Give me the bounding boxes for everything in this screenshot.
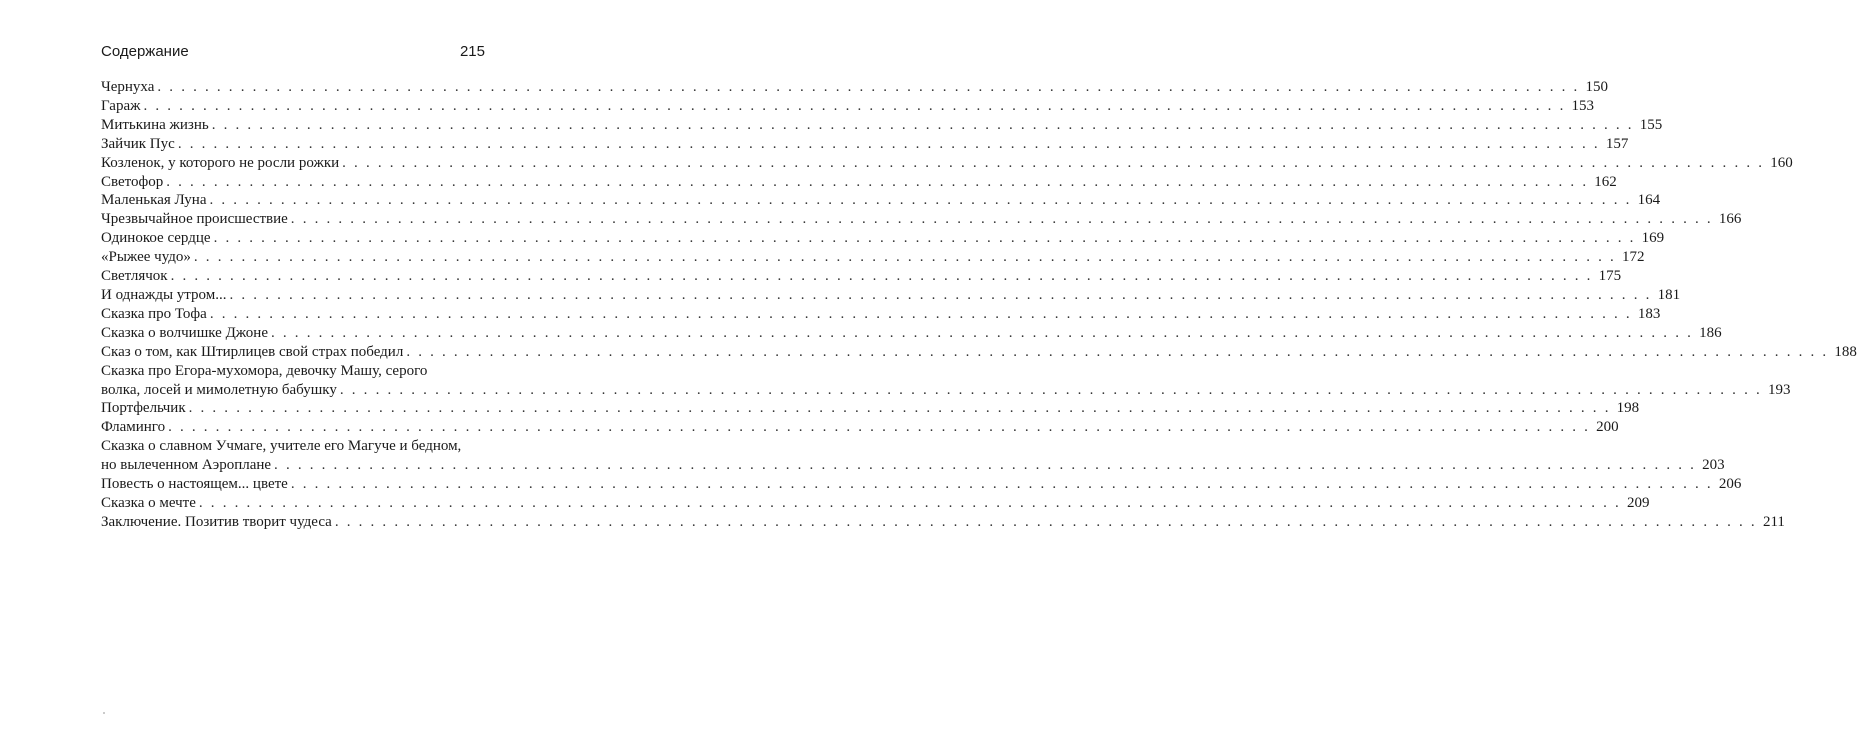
toc-entry-line bbox=[101, 116, 1663, 135]
dot-leader: . . . . . . . . . . . . . . . . . . . . . . . . . . . . . . . . . . . . . . . . . . . . . . . . . . . . . . . . . . . . . . . . . . . . . . . . . . . . . . . . . . . . . . . . . . . . . . . . . . . . . . . . . . . . . . . . . . . . . . . . bbox=[274, 457, 1697, 474]
toc-entry-page: 200 bbox=[1596, 419, 1619, 436]
dot-leader: . . . . . . . . . . . . . . . . . . . . . . . . . . . . . . . . . . . . . . . . . . . . . . . . . . . . . . . . . . . . . . . . . . . . . . . . . . . . . . . . . . . . . . . . . . . . . . . . . . . . . . . . . . . . . . . . . . . . . . . . bbox=[209, 192, 1632, 209]
toc-entry-title: Повесть о настоящем... цвете bbox=[101, 476, 288, 493]
toc-entry bbox=[101, 191, 1661, 210]
toc-entry-page: 169 bbox=[1641, 230, 1665, 247]
toc-entry-line bbox=[101, 381, 1791, 400]
toc-entry-title: Чрезвычайное происшествие bbox=[101, 211, 288, 228]
toc-entry-title: Светофор bbox=[101, 173, 164, 190]
toc-entry-page: 175 bbox=[1598, 268, 1622, 285]
dot-leader: . . . . . . . . . . . . . . . . . . . . . . . . . . . . . . . . . . . . . . . . . . . . . . . . . . . . . . . . . . . . . . . . . . . . . . . . . . . . . . . . . . . . . . . . . . . . . . . . . . . . . . . . . . . . . . . . . . . . . . . . bbox=[229, 286, 1652, 303]
toc-entry-line bbox=[101, 78, 1608, 97]
toc-entry-title-line: Сказка о славном Учмаге, учителе его Магуче и бедном, bbox=[101, 438, 462, 455]
dot-leader: . . . . . . . . . . . . . . . . . . . . . . . . . . . . . . . . . . . . . . . . . . . . . . . . . . . . . . . . . . . . . . . . . . . . . . . . . . . . . . . . . . . . . . . . . . . . . . . . . . . . . . . . . . . . . . . . . . . . . . . . bbox=[188, 400, 1611, 417]
toc-entry-title: Козленок, у которого не росли рожки bbox=[101, 154, 340, 171]
toc-entry-page: 150 bbox=[1585, 79, 1608, 95]
dot-leader: . . . . . . . . . . . . . . . . . . . . . . . . . . . . . . . . . . . . . . . . . . . . . . . . . . . . . . . . . . . . . . . . . . . . . . . . . . . . . . . . . . . . . . . . . . . . . . . . . . . . . . . . . . . . . . . . . . . . . . . . bbox=[143, 97, 1566, 114]
dot-leader: . . . . . . . . . . . . . . . . . . . . . . . . . . . . . . . . . . . . . . . . . . . . . . . . . . . . . . . . . . . . . . . . . . . . . . . . . . . . . . . . . . . . . . . . . . . . . . . . . . . . . . . . . . . . . . . . . . . . . . . . bbox=[209, 305, 1632, 322]
toc-entry bbox=[101, 229, 1665, 248]
toc-entry-page: 172 bbox=[1621, 249, 1645, 266]
toc-entry bbox=[101, 399, 1640, 418]
dot-leader: . . . . . . . . . . . . . . . . . . . . . . . . . . . . . . . . . . . . . . . . . . . . . . . . . . . . . . . . . . . . . . . . . . . . . . . . . . . . . . . . . . . . . . . . . . . . . . . . . . . . . . . . . . . . . . . . . . . . . . . . bbox=[170, 268, 1593, 285]
toc-entry-title: Сказка о волчишке Джоне bbox=[101, 324, 268, 341]
dot-leader: . . . . . . . . . . . . . . . . . . . . . . . . . . . . . . . . . . . . . . . . . . . . . . . . . . . . . . . . . . . . . . . . . . . . . . . . . . . . . . . . . . . . . . . . . . . . . . . . . . . . . . . . . . . . . . . . . . . . . . . . bbox=[334, 513, 1757, 530]
toc-entry-page: 206 bbox=[1718, 476, 1742, 493]
toc-entry-page: 193 bbox=[1767, 381, 1791, 398]
toc-entry-line bbox=[101, 343, 1857, 362]
dot-leader: . . . . . . . . . . . . . . . . . . . . . . . . . . . . . . . . . . . . . . . . . . . . . . . . . . . . . . . . . . . . . . . . . . . . . . . . . . . . . . . . . . . . . . . . . . . . . . . . . . . . . . . . . . . . . . . . . . . . . . . . bbox=[213, 230, 1636, 247]
dot-leader: . . . . . . . . . . . . . . . . . . . . . . . . . . . . . . . . . . . . . . . . . . . . . . . . . . . . . . . . . . . . . . . . . . . . . . . . . . . . . . . . . . . . . . . . . . . . . . . . . . . . . . . . . . . . . . . . . . . . . . . . bbox=[271, 324, 1694, 341]
toc-entry-line bbox=[101, 210, 1742, 229]
toc-entry-page: 160 bbox=[1770, 154, 1793, 171]
toc-entry bbox=[101, 267, 1622, 286]
page-title: Содержание bbox=[101, 43, 189, 60]
toc-entry-title: Чернуха bbox=[101, 79, 155, 95]
toc-entry-line bbox=[101, 494, 1650, 513]
toc-entry bbox=[101, 116, 1663, 135]
table-of-contents bbox=[101, 78, 1857, 532]
toc-entry bbox=[101, 305, 1661, 324]
toc-entry-title: «Рыжее чудо» bbox=[101, 249, 191, 266]
toc-entry-line bbox=[101, 267, 1622, 286]
toc-entry-page: 209 bbox=[1626, 494, 1650, 511]
toc-entry bbox=[101, 154, 1793, 173]
toc-entry bbox=[101, 494, 1650, 513]
toc-entry-line bbox=[101, 456, 1725, 475]
toc-entry-title: Заключение. Позитив творит чудеса bbox=[101, 513, 332, 530]
toc-entry-title: Маленькая Луна bbox=[101, 192, 207, 209]
toc-entry bbox=[101, 248, 1645, 267]
dot-leader: . . . . . . . . . . . . . . . . . . . . . . . . . . . . . . . . . . . . . . . . . . . . . . . . . . . . . . . . . . . . . . . . . . . . . . . . . . . . . . . . . . . . . . . . . . . . . . . . . . . . . . . . . . . . . . . . . . . . . . . . bbox=[339, 381, 1762, 398]
toc-entry bbox=[101, 343, 1857, 362]
toc-entry-line bbox=[101, 418, 1619, 437]
toc-entry-line bbox=[101, 191, 1661, 210]
dot-leader: . . . . . . . . . . . . . . . . . . . . . . . . . . . . . . . . . . . . . . . . . . . . . . . . . . . . . . . . . . . . . . . . . . . . . . . . . . . . . . . . . . . . . . . . . . . . . . . . . . . . . . . . . . . . . . . . . . . . . . . . bbox=[198, 494, 1621, 511]
toc-entry-title: Гараж bbox=[101, 97, 141, 114]
toc-entry-line bbox=[101, 229, 1665, 248]
toc-entry bbox=[101, 97, 1595, 116]
dot-leader: . . . . . . . . . . . . . . . . . . . . . . . . . . . . . . . . . . . . . . . . . . . . . . . . . . . . . . . . . . . . . . . . . . . . . . . . . . . . . . . . . . . . . . . . . . . . . . . . . . . . . . . . . . . . . . . . . . . . . . . . bbox=[157, 79, 1580, 95]
dot-leader: . . . . . . . . . . . . . . . . . . . . . . . . . . . . . . . . . . . . . . . . . . . . . . . . . . . . . . . . . . . . . . . . . . . . . . . . . . . . . . . . . . . . . . . . . . . . . . . . . . . . . . . . . . . . . . . . . . . . . . . . bbox=[166, 173, 1589, 190]
toc-entry-page: 198 bbox=[1616, 400, 1640, 417]
toc-entry-title: но вылеченном Аэроплане bbox=[101, 457, 272, 474]
toc-entry bbox=[101, 135, 1629, 154]
toc-entry bbox=[101, 173, 1617, 192]
toc-entry-line bbox=[101, 135, 1629, 154]
dot-leader: . . . . . . . . . . . . . . . . . . . . . . . . . . . . . . . . . . . . . . . . . . . . . . . . . . . . . . . . . . . . . . . . . . . . . . . . . . . . . . . . . . . . . . . . . . . . . . . . . . . . . . . . . . . . . . . . . . . . . . . . bbox=[342, 154, 1765, 171]
toc-entry-title: Митькина жизнь bbox=[101, 116, 209, 133]
toc-entry-page: 188 bbox=[1834, 343, 1857, 360]
toc-entry-line bbox=[101, 513, 1785, 532]
toc-entry-line bbox=[101, 475, 1742, 494]
toc-entry-title: Зайчик Пус bbox=[101, 135, 175, 152]
dot-leader: . . . . . . . . . . . . . . . . . . . . . . . . . . . . . . . . . . . . . . . . . . . . . . . . . . . . . . . . . . . . . . . . . . . . . . . . . . . . . . . . . . . . . . . . . . . . . . . . . . . . . . . . . . . . . . . . . . . . . . . . bbox=[177, 135, 1600, 152]
scan-speck bbox=[103, 712, 105, 714]
toc-entry bbox=[101, 362, 1791, 400]
toc-entry-page: 164 bbox=[1637, 192, 1661, 209]
toc-entry-line bbox=[101, 324, 1722, 343]
toc-entry-line bbox=[101, 173, 1617, 192]
toc-entry bbox=[101, 286, 1681, 305]
toc-entry-page: 203 bbox=[1702, 457, 1725, 474]
toc-entry-title: Сказ о том, как Штирлицев свой страх победил bbox=[101, 343, 404, 360]
toc-entry-title: Фламинго bbox=[101, 419, 166, 436]
toc-entry-line bbox=[101, 97, 1595, 116]
dot-leader: . . . . . . . . . . . . . . . . . . . . . . . . . . . . . . . . . . . . . . . . . . . . . . . . . . . . . . . . . . . . . . . . . . . . . . . . . . . . . . . . . . . . . . . . . . . . . . . . . . . . . . . . . . . . . . . . . . . . . . . . bbox=[290, 476, 1713, 493]
toc-entry-page: 153 bbox=[1571, 97, 1595, 114]
dot-leader: . . . . . . . . . . . . . . . . . . . . . . . . . . . . . . . . . . . . . . . . . . . . . . . . . . . . . . . . . . . . . . . . . . . . . . . . . . . . . . . . . . . . . . . . . . . . . . . . . . . . . . . . . . . . . . . . . . . . . . . . bbox=[211, 116, 1634, 133]
toc-entry-title-line: Сказка про Егора-мухомора, девочку Машу, серого bbox=[101, 362, 428, 379]
toc-entry-title: Светлячок bbox=[101, 268, 168, 285]
toc-entry bbox=[101, 475, 1742, 494]
toc-entry bbox=[101, 513, 1785, 532]
toc-entry-title: Сказка о мечте bbox=[101, 494, 196, 511]
toc-entry-line bbox=[101, 305, 1661, 324]
dot-leader: . . . . . . . . . . . . . . . . . . . . . . . . . . . . . . . . . . . . . . . . . . . . . . . . . . . . . . . . . . . . . . . . . . . . . . . . . . . . . . . . . . . . . . . . . . . . . . . . . . . . . . . . . . . . . . . . . . . . . . . . bbox=[193, 249, 1616, 266]
toc-entry bbox=[101, 437, 1725, 475]
toc-entry-page: 155 bbox=[1639, 116, 1663, 133]
dot-leader: . . . . . . . . . . . . . . . . . . . . . . . . . . . . . . . . . . . . . . . . . . . . . . . . . . . . . . . . . . . . . . . . . . . . . . . . . . . . . . . . . . . . . . . . . . . . . . . . . . . . . . . . . . . . . . . . . . . . . . . . bbox=[168, 419, 1591, 436]
toc-entry-page: 181 bbox=[1657, 286, 1681, 303]
toc-entry bbox=[101, 210, 1742, 229]
toc-entry-page: 186 bbox=[1699, 324, 1722, 341]
running-header bbox=[101, 43, 485, 60]
toc-entry-page: 166 bbox=[1718, 211, 1742, 228]
toc-entry-page: 162 bbox=[1594, 173, 1617, 190]
toc-entry bbox=[101, 324, 1722, 343]
toc-entry-title: Одинокое сердце bbox=[101, 230, 211, 247]
toc-entry bbox=[101, 418, 1619, 437]
toc-entry-page: 183 bbox=[1637, 305, 1661, 322]
toc-entry-line bbox=[101, 399, 1640, 418]
toc-entry-title: волка, лосей и мимолетную бабушку bbox=[101, 381, 337, 398]
toc-entry-page: 211 bbox=[1762, 513, 1785, 530]
toc-entry-line bbox=[101, 248, 1645, 267]
page-number: 215 bbox=[459, 43, 485, 60]
toc-entry-line bbox=[101, 154, 1793, 173]
toc-entry-title: Сказка про Тофа bbox=[101, 305, 207, 322]
toc-entry-title: И однажды утром... bbox=[101, 286, 227, 303]
toc-entry-title: Портфельчик bbox=[101, 400, 186, 417]
dot-leader: . . . . . . . . . . . . . . . . . . . . . . . . . . . . . . . . . . . . . . . . . . . . . . . . . . . . . . . . . . . . . . . . . . . . . . . . . . . . . . . . . . . . . . . . . . . . . . . . . . . . . . . . . . . . . . . . . . . . . . . . bbox=[406, 343, 1829, 360]
dot-leader: . . . . . . . . . . . . . . . . . . . . . . . . . . . . . . . . . . . . . . . . . . . . . . . . . . . . . . . . . . . . . . . . . . . . . . . . . . . . . . . . . . . . . . . . . . . . . . . . . . . . . . . . . . . . . . . . . . . . . . . . bbox=[290, 211, 1713, 228]
toc-entry bbox=[101, 78, 1608, 97]
toc-entry-line bbox=[101, 286, 1681, 305]
toc-entry-page: 157 bbox=[1605, 135, 1629, 152]
